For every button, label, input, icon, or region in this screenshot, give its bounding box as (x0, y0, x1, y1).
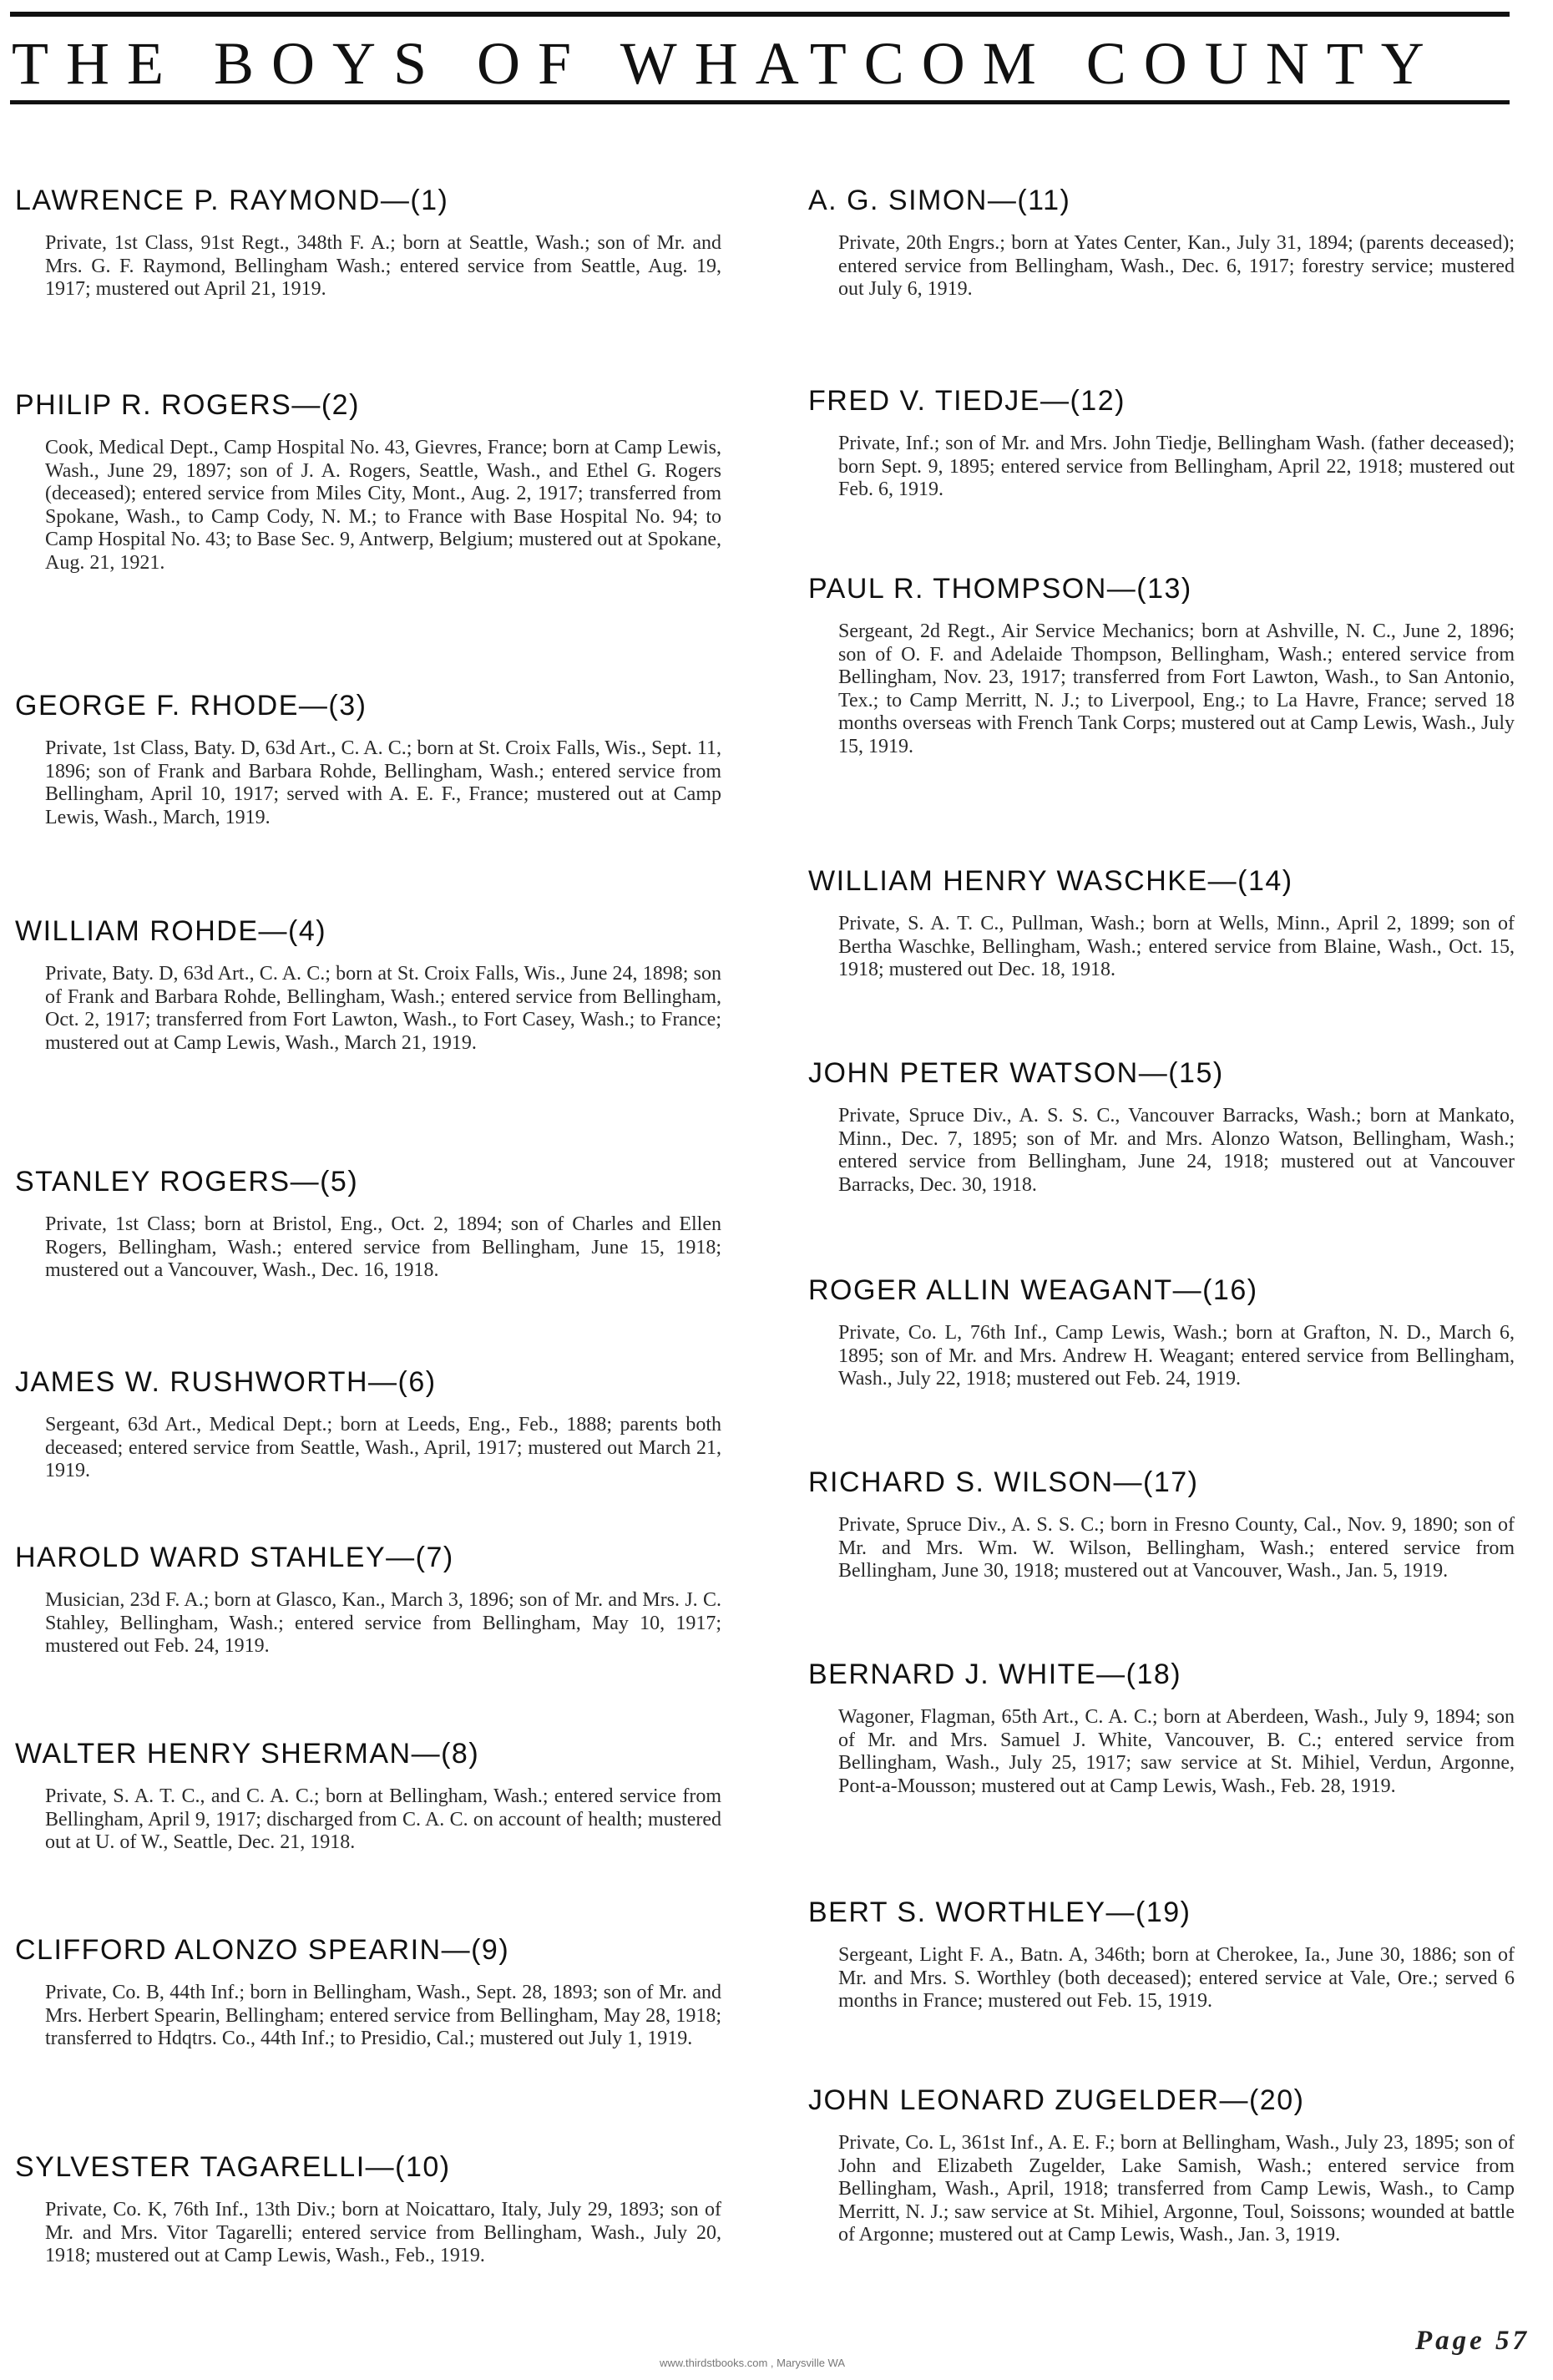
entry-body: Sergeant, 63d Art., Medical Dept.; born at Leeds, Eng., Feb., 1888; parents both deceased; entered service from Seattle, Wash., April, 1917; mustered out March 21, 1919. (45, 1414, 721, 1481)
entry-body: Private, Co. L, 361st Inf., A. E. F.; born at Bellingham, Wash., July 23, 1895; son of John and Elizabeth Zugelder, Lake Samish, Wash.; entered service from Bellingham, Wash., April, 1918; transferred from Camp Lewis, Wash., to Camp Merritt, N. J.; saw service at St. Mihiel, Argonne, Toul, Soissons; wounded at battle of Argonne; mustered out at Camp Lewis, Wash., Jan. 3, 1919. (838, 2132, 1515, 2246)
entry-name: WILLIAM HENRY WASCHKE—(14) (808, 865, 1293, 897)
entry-name: RICHARD S. WILSON—(17) (808, 1466, 1199, 1498)
entry-name: FRED V. TIEDJE—(12) (808, 385, 1126, 417)
entry-9 (15, 1933, 733, 2051)
entry-4 (15, 914, 733, 1055)
entry-body: Private, 1st Class, Baty. D, 63d Art., C. A. C.; born at St. Croix Falls, Wis., Sept. 11, 1896; son of Frank and Barbara Rohde, Bellingham, Wash.; entered service from Bellingham, April 10, 1917; served with A. E. F., France; mustered out at Camp Lewis, Wash., March, 1919. (45, 737, 721, 828)
entry-body: Private, Spruce Div., A. S. S. C.; born in Fresno County, Cal., Nov. 9, 1890; son of Mr. and Mrs. Wm. W. Wilson, Bellingham, Wash.; entered service from Bellingham, June 30, 1918; mustered out at Vancouver, Wash., Jan. 5, 1919. (838, 1514, 1515, 1582)
entry-name: JAMES W. RUSHWORTH—(6) (15, 1366, 437, 1398)
entry-body: Private, 20th Engrs.; born at Yates Center, Kan., July 31, 1894; (parents deceased); entered service from Bellingham, Wash., Dec. 6, 1917; forestry service; mustered out July 6, 1919. (838, 232, 1515, 300)
entry-name: PAUL R. THOMPSON—(13) (808, 573, 1192, 605)
entry-body: Private, 1st Class; born at Bristol, Eng., Oct. 2, 1894; son of Charles and Ellen Rogers, Bellingham, Wash.; entered service from Bellingham, June 15, 1918; mustered out a Vancouver, Wash., Dec. 16, 1918. (45, 1213, 721, 1281)
entry-name: ROGER ALLIN WEAGANT—(16) (808, 1274, 1258, 1306)
entry-name: A. G. SIMON—(11) (808, 185, 1071, 216)
entry-15 (808, 1056, 1526, 1197)
scan-credit: www.thirdstbooks.com , Marysville WA (660, 2357, 846, 2369)
page-number: Page 57 (1414, 2326, 1530, 2356)
entry-name: WILLIAM ROHDE—(4) (15, 915, 327, 947)
entry-body: Sergeant, Light F. A., Batn. A, 346th; born at Cherokee, Ia., June 30, 1886; son of Mr. and Mrs. S. Worthley (both deceased); entered service at Vale, Ore.; served 6 months in France; mustered out Feb. 15, 1919. (838, 1944, 1515, 2012)
header-rule (10, 100, 1510, 104)
entry-name: JOHN LEONARD ZUGELDER—(20) (808, 2084, 1305, 2116)
entry-body: Private, Co. K, 76th Inf., 13th Div.; born at Noicattaro, Italy, July 29, 1893; son of Mr. and Mrs. Vitor Tagarelli; entered service from Bellingham, Wash., July 20, 1918; mustered out at Camp Lewis, Wash., Feb., 1919. (45, 2199, 721, 2266)
entry-name: STANLEY ROGERS—(5) (15, 1166, 359, 1198)
page-header-title: THE BOYS OF WHATCOM COUNTY (12, 30, 1442, 97)
entry-body: Musician, 23d F. A.; born at Glasco, Kan., March 3, 1896; son of Mr. and Mrs. J. C. Stahley, Bellingham, Wash.; entered service from Bellingham, May 10, 1917; mustered out Feb. 24, 1919. (45, 1589, 721, 1657)
entry-name: SYLVESTER TAGARELLI—(10) (15, 2151, 451, 2183)
entry-body: Sergeant, 2d Regt., Air Service Mechanics; born at Ashville, N. C., June 2, 1896; son of O. F. and Adelaide Thompson, Bellingham, Wash.; entered service from Bellingham, Nov. 23, 1917; transferred from Fort Lawton, Wash., to San Antonio, Tex.; to Camp Merritt, N. J.; to Liverpool, Eng.; to La Havre, France; served 18 months overseas with French Tank Corps; mustered out at Camp Lewis, Wash., July 15, 1919. (838, 620, 1515, 757)
entry-name: PHILIP R. ROGERS—(2) (15, 389, 360, 421)
entry-16 (808, 1274, 1526, 1391)
entry-10 (15, 2150, 733, 2268)
entry-8 (15, 1737, 733, 1855)
entry-body: Cook, Medical Dept., Camp Hospital No. 43, Gievres, France; born at Camp Lewis, Wash., June 29, 1897; son of J. A. Rogers, Seattle, Wash., and Ethel G. Rogers (deceased); entered service from Miles City, Mont., Aug. 2, 1917; transferred from Spokane, Wash., to Camp Cody, N. M.; to France with Base Hospital No. 94; to Camp Hospital No. 43; to Base Sec. 9, Antwerp, Belgium; mustered out at Spokane, Aug. 21, 1921. (45, 437, 721, 574)
entry-11 (808, 184, 1526, 301)
top-rule (10, 12, 1510, 17)
entry-body: Private, Spruce Div., A. S. S. C., Vancouver Barracks, Wash.; born at Mankato, Minn., Dec. 7, 1895; son of Mr. and Mrs. Alonzo Watson, Bellingham, Wash.; entered service from Bellingham, June 24, 1918; mustered out at Vancouver Barracks, Dec. 30, 1918. (838, 1105, 1515, 1196)
entry-7 (15, 1541, 733, 1658)
entry-5 (15, 1165, 733, 1283)
entry-name: WALTER HENRY SHERMAN—(8) (15, 1738, 480, 1770)
entry-name: JOHN PETER WATSON—(15) (808, 1057, 1224, 1089)
entry-body: Private, Co. L, 76th Inf., Camp Lewis, Wash.; born at Grafton, N. D., March 6, 1895; son of Mr. and Mrs. Andrew H. Weagant; entered service from Bellingham, Wash., July 22, 1918; mustered out Feb. 24, 1919. (838, 1322, 1515, 1390)
entry-20 (808, 2084, 1526, 2247)
entry-name: BERNARD J. WHITE—(18) (808, 1658, 1182, 1690)
entry-1 (15, 184, 733, 301)
entry-6 (15, 1365, 733, 1483)
entry-name: BERT S. WORTHLEY—(19) (808, 1896, 1191, 1928)
entry-body: Private, Co. B, 44th Inf.; born in Bellingham, Wash., Sept. 28, 1893; son of Mr. and Mrs. Herbert Spearin, Bellingham; entered service from Bellingham, May 28, 1918; transferred to Hdqtrs. Co., 44th Inf.; to Presidio, Cal.; mustered out July 1, 1919. (45, 1982, 721, 2049)
entry-name: LAWRENCE P. RAYMOND—(1) (15, 185, 449, 216)
entry-body: Wagoner, Flagman, 65th Art., C. A. C.; born at Aberdeen, Wash., July 9, 1894; son of Mr. and Mrs. Samuel J. White, Vancouver, B. C.; entered service from Bellingham, Wash., July 25, 1917; saw service at St. Mihiel, Verdun, Argonne, Pont-a-Mousson; mustered out at Camp Lewis, Wash., Feb. 28, 1919. (838, 1706, 1515, 1797)
entry-12 (808, 384, 1526, 502)
entry-name: HAROLD WARD STAHLEY—(7) (15, 1542, 454, 1573)
entry-3 (15, 689, 733, 829)
entry-18 (808, 1658, 1526, 1798)
entry-name: CLIFFORD ALONZO SPEARIN—(9) (15, 1934, 510, 1966)
entry-14 (808, 864, 1526, 982)
entry-body: Private, S. A. T. C., and C. A. C.; born at Bellingham, Wash.; entered service from Bellingham, April 9, 1917; discharged from C. A. C. on account of health; mustered out at U. of W., Seattle, Dec. 21, 1918. (45, 1785, 721, 1853)
entry-2 (15, 388, 733, 575)
entry-19 (808, 1896, 1526, 2013)
entry-body: Private, Inf.; son of Mr. and Mrs. John Tiedje, Bellingham Wash. (father deceased); born Sept. 9, 1895; entered service from Bellingham, April 22, 1918; mustered out Feb. 6, 1919. (838, 433, 1515, 500)
entry-17 (808, 1466, 1526, 1583)
entry-13 (808, 572, 1526, 758)
entry-body: Private, 1st Class, 91st Regt., 348th F. A.; born at Seattle, Wash.; son of Mr. and Mrs. G. F. Raymond, Bellingham Wash.; entered service from Seattle, Aug. 19, 1917; mustered out April 21, 1919. (45, 232, 721, 300)
entry-body: Private, Baty. D, 63d Art., C. A. C.; born at St. Croix Falls, Wis., June 24, 1898; son of Frank and Barbara Rohde, Bellingham, Wash.; entered service from Bellingham, Oct. 2, 1917; transferred from Fort Lawton, Wash., to Fort Casey, Wash.; to France; mustered out at Camp Lewis, Wash., March 21, 1919. (45, 963, 721, 1054)
entry-body: Private, S. A. T. C., Pullman, Wash.; born at Wells, Minn., April 2, 1899; son of Bertha Waschke, Bellingham, Wash.; entered service from Blaine, Wash., Oct. 15, 1918; mustered out Dec. 18, 1918. (838, 913, 1515, 980)
entry-name: GEORGE F. RHODE—(3) (15, 690, 367, 722)
